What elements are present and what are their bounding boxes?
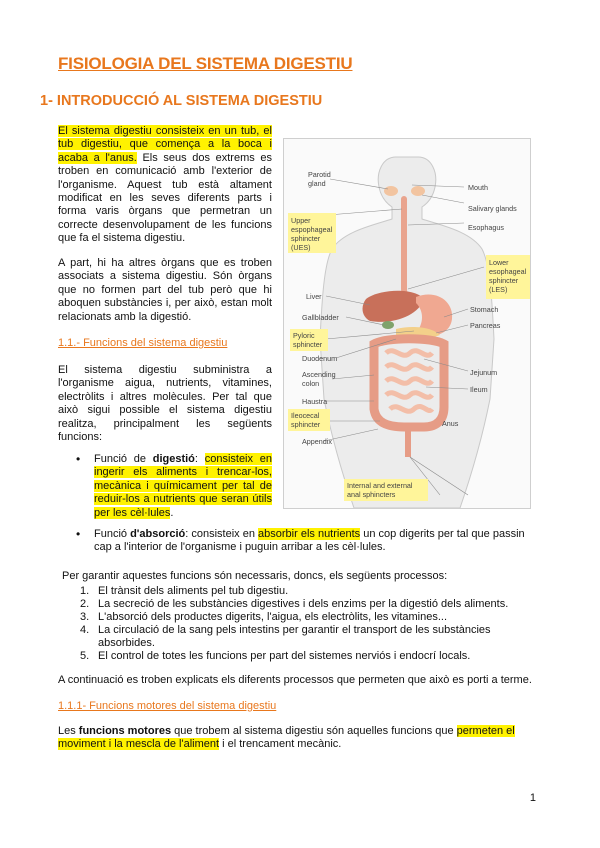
label-pyloric: sphincter	[293, 340, 323, 349]
processes-intro: Per garantir aquestes funcions són necessaris, doncs, els següents processos:	[62, 570, 448, 582]
salivary-gland-shape	[384, 186, 398, 196]
page-title: FISIOLOGIA DEL SISTEMA DIGESTIU	[58, 54, 353, 73]
continuation-paragraph: A continuació es troben explicats els diferents processos que permeten que això es porti a terme.	[58, 674, 532, 686]
list-item	[80, 598, 520, 611]
label-ascending: colon	[302, 379, 320, 388]
label-les: Lower	[489, 258, 509, 267]
motor-mid: que trobem al sistema digestiu són aquelles funcions que	[171, 725, 457, 737]
list-number: 4.	[80, 624, 90, 636]
bullet-absorption-pre: Funció	[94, 528, 131, 540]
label-ues: (UES)	[291, 243, 311, 252]
label-les: esophageal	[489, 267, 527, 276]
digestive-system-illustration	[284, 139, 530, 508]
bullet-digestion-colon: :	[194, 453, 205, 465]
label-jejunum: Jejunum	[470, 368, 498, 377]
list-text: La circulació de la sang pels intestins per garantir el transport de les substàncies absorbides.	[98, 624, 491, 649]
label-stomach: Stomach	[470, 305, 499, 314]
section-heading-1-1-1: 1.1.1- Funcions motores del sistema digestiu	[58, 700, 277, 712]
list-item	[80, 624, 520, 650]
label-ascending: Ascending	[302, 370, 336, 379]
intro-rest: Els seus dos extrems es troben en comunicació amb l'exterior de l'organisme. Aquest tub està altament modificat en les seves diferents parts i forma varis òrgans que permetran un correcte desenvolupament de les funcions que fa el sistema digestiu.	[58, 151, 272, 245]
label-ues: sphincter	[291, 234, 321, 243]
list-item	[80, 650, 520, 663]
list-item	[80, 585, 520, 598]
intro-highlight: El sistema digestiu consisteix en un tub, el tub digestiu, que comença a la boca i acaba a l'anus.	[58, 125, 272, 164]
motor-functions-paragraph	[58, 725, 528, 752]
label-parotid: Parotid	[308, 170, 331, 179]
bullet-absorption-post: un cop digerits per tal que passin cap a l'interior de l'organisme i puguin arribar a les cèl·lules.	[94, 528, 525, 554]
label-ileum: Ileum	[470, 385, 488, 394]
list-text: L'absorció dels productes digerits, l'aigua, els electròlits, les vitamines...	[98, 611, 448, 623]
label-liver: Liver	[306, 292, 322, 301]
label-les: (LES)	[489, 285, 508, 294]
salivary-gland-shape	[411, 186, 425, 196]
list-number: 2.	[80, 598, 90, 610]
label-esophagus: Esophagus	[468, 223, 504, 232]
label-ues: espophageal	[291, 225, 333, 234]
bullet-absorption-mid: : consisteix en	[185, 528, 259, 540]
label-anal: anal sphincters	[347, 490, 396, 499]
list-number: 1.	[80, 585, 90, 597]
list-text: El trànsit dels aliments pel tub digestiu.	[98, 585, 289, 597]
section-heading-1-1: 1.1.- Funcions del sistema digestiu	[58, 337, 228, 349]
intro-paragraph	[58, 125, 272, 246]
functions-paragraph: El sistema digestiu subministra a l'organisme aigua, nutrients, vitamines, electròlits i altres molècules. Per tal que això sigui possible el sistema digestiu realitza, principalment les següents funcions:	[58, 364, 272, 444]
label-haustra: Haustra	[302, 397, 328, 406]
page-number: 1	[529, 792, 536, 804]
processes-list	[80, 585, 520, 663]
label-pancreas: Pancreas	[470, 321, 501, 330]
label-duodenum: Duodenum	[302, 354, 338, 363]
bullet-digestion-post: .	[170, 506, 174, 519]
label-mouth: Mouth	[468, 183, 488, 192]
motor-pre: Les	[58, 725, 79, 737]
label-ileocecal: Ileocecal	[291, 411, 320, 420]
label-anal: Internal and external	[347, 481, 413, 490]
bullet-digestion-pre: Funció de	[94, 453, 153, 465]
digestive-system-figure	[283, 138, 531, 509]
list-number: 5.	[80, 650, 90, 662]
motor-post: i el trencament mecànic.	[219, 738, 342, 751]
bullet-absorption-bold: d'absorció	[130, 528, 186, 540]
label-appendix: Appendix	[302, 437, 332, 446]
list-text: El control de totes les funcions per part del sistemes nerviós i endocrí locals.	[98, 650, 471, 662]
motor-highlight: permeten el moviment i la mescla de l'aliment	[58, 725, 515, 751]
label-anus: Anus	[442, 419, 459, 428]
bullet-digestion	[76, 452, 272, 520]
associated-organs-paragraph: A part, hi ha altres òrgans que es troben associats a sistema digestiu. Són òrgans que no formen part del tub però que hi aboquen substàncies i, per això, estan molt relacionats amb la digestió.	[58, 257, 272, 323]
bullet-absorption	[76, 527, 528, 555]
bullet-dot: •	[76, 527, 81, 541]
motor-bold: funcions motores	[78, 725, 172, 737]
section-heading-1: 1- INTRODUCCIÓ AL SISTEMA DIGESTIU	[40, 93, 323, 109]
label-les: sphincter	[489, 276, 519, 285]
label-ues: Upper	[291, 216, 311, 225]
bullet-dot: •	[76, 452, 81, 466]
label-salivary: Salivary glands	[468, 204, 517, 213]
label-parotid: gland	[308, 179, 326, 188]
list-text: La secreció de les substàncies digestives i dels enzims per la digestió dels aliments.	[98, 598, 509, 610]
label-ileocecal: sphincter	[291, 420, 321, 429]
bullet-absorption-highlight: absorbir els nutrients	[258, 528, 361, 540]
bullet-digestion-bold: digestió	[152, 453, 195, 465]
list-item	[80, 611, 520, 624]
list-number: 3.	[80, 611, 90, 623]
label-pyloric: Pyloric	[293, 331, 315, 340]
bullet-digestion-highlight: consisteix en ingerir els aliments i trencar-los, mecànica i químicament per tal de reduir-los a nutrients que seran útils per les cèl·lules	[94, 453, 272, 519]
label-gallbladder: Gallbladder	[302, 313, 339, 322]
